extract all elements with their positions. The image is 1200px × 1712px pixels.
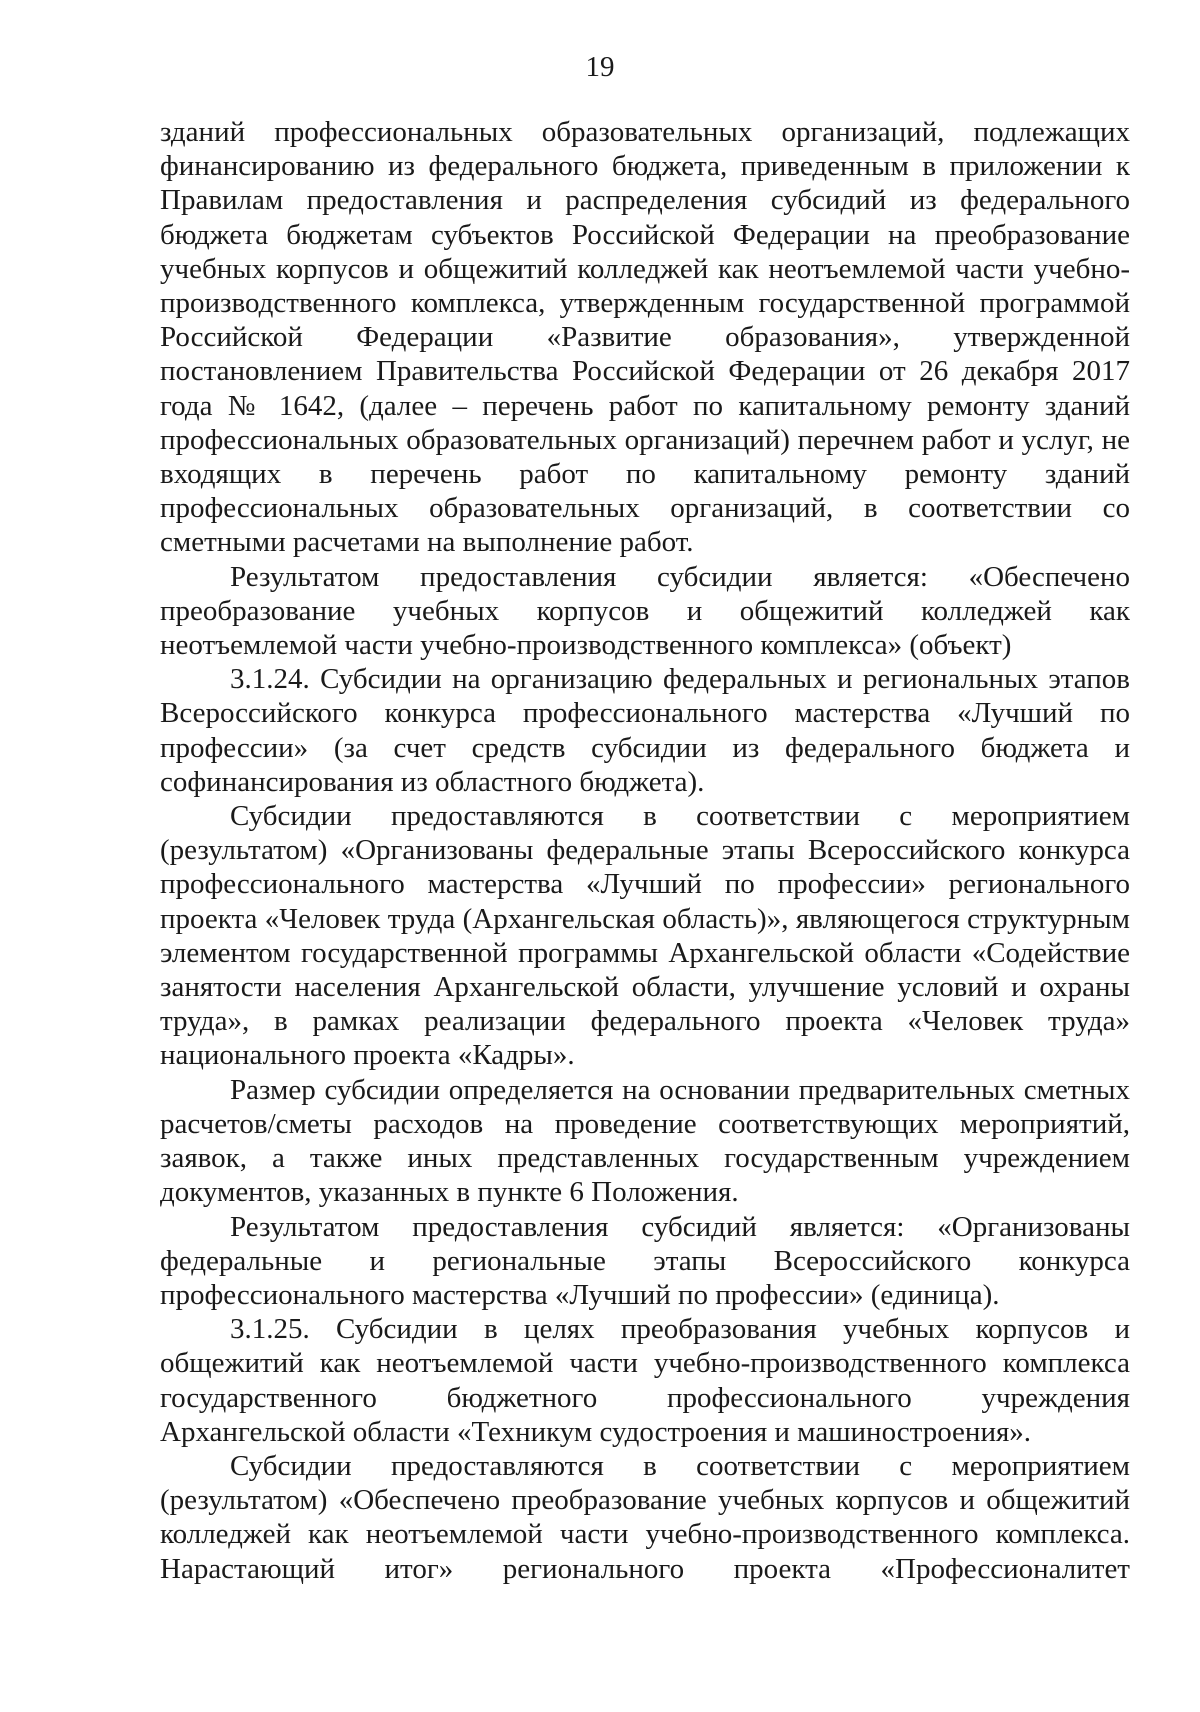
- paragraph: Результатом предоставления субсидии является: «Обеспечено преобразование учебных корпусов и общежитий колледжей как неотъемлемой части учебно-производственного комплекса» (объект): [160, 560, 1130, 662]
- paragraph: 3.1.24. Субсидии на организацию федеральных и региональных этапов Всероссийского конкурса профессионального мастерства «Лучший по профессии» (за счет средств субсидии из федерального бюджета и софинансирования из областного бюджета).: [160, 663, 1130, 798]
- paragraph: зданий профессиональных образовательных организаций, подлежащих финансированию из федерального бюджета, приведенным в приложении к Правилам предоставления и распределения субсидий из федерального бюджета бюджетам субъектов Российской Федерации на преобразование учебных корпусов и общежитий колледжей как неотъемлемой части учебно-производственного комплекса, утвержденным государственной программой Российской Федерации «Развитие образования», утвержденной постановлением Правительства Российской Федерации от 26 декабря 2017 года № 1642, (далее – перечень работ по капитальному ремонту зданий профессиональных образовательных организаций) перечнем работ и услуг, не входящих в перечень работ по капитальному ремонту зданий профессиональных образовательных организаций, в соответствии со сметными расчетами на выполнение работ.: [160, 116, 1130, 559]
- paragraph: Размер субсидии определяется на основании предварительных сметных расчетов/сметы расходов на проведение соответствующих мероприятий, заявок, а также иных представленных государственным учреждением документов, указанных в пункте 6 Положения.: [160, 1073, 1130, 1209]
- page-number: 19: [585, 51, 615, 83]
- paragraph: 3.1.25. Субсидии в целях преобразования учебных корпусов и общежитий как неотъемлемой части учебно-производственного комплекса государственного бюджетного профессионального учреждения Архангельской области «Техникум судостроения и машиностроения».: [160, 1313, 1130, 1448]
- document-body: [160, 115, 1130, 1586]
- paragraph: Субсидии предоставляются в соответствии с мероприятием (результатом) «Обеспечено преобразование учебных корпусов и общежитий колледжей как неотъемлемой части учебно-производственного комплекса. Нарастающий итог» регионального проекта «Профессионалитет: [160, 1449, 1130, 1585]
- paragraph: Результатом предоставления субсидий является: «Организованы федеральные и региональные этапы Всероссийского конкурса профессионального мастерства «Лучший по профессии» (единица).: [160, 1210, 1130, 1311]
- paragraph: Субсидии предоставляются в соответствии с мероприятием (результатом) «Организованы федеральные этапы Всероссийского конкурса профессионального мастерства «Лучший по профессии» регионального проекта «Человек труда (Архангельская область)», являющегося структурным элементом государственной программы Архангельской области «Содействие занятости населения Архангельской области, улучшение условий и охраны труда», в рамках реализации федерального проекта «Человек труда» национального проекта «Кадры».: [160, 800, 1130, 1072]
